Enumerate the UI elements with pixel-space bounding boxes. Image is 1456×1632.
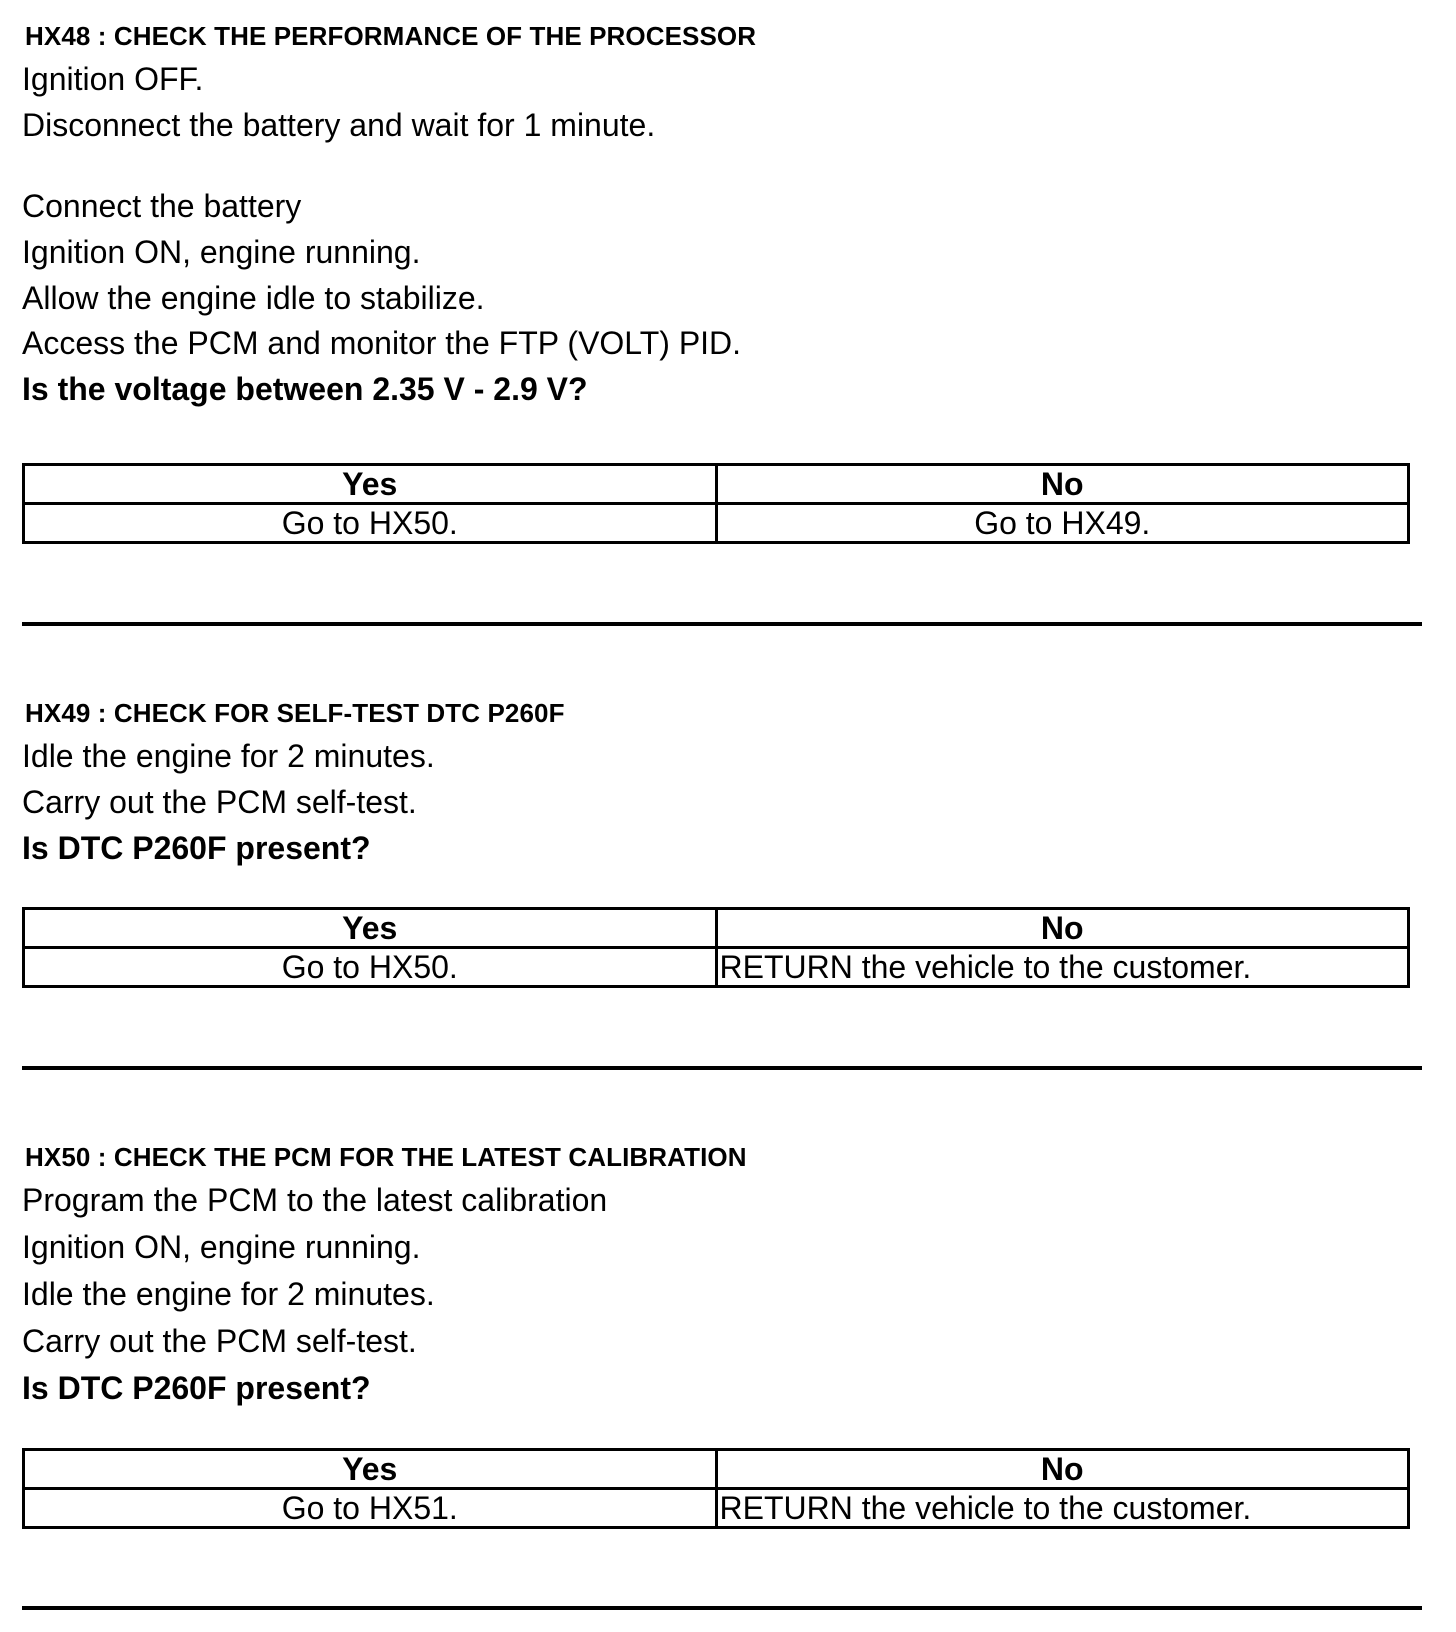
section-divider bbox=[22, 622, 1422, 626]
yes-action: Go to HX50. bbox=[24, 948, 717, 987]
answer-table-header-row bbox=[24, 909, 1409, 948]
section-heading: HX48 : CHECK THE PERFORMANCE OF THE PROCESSOR bbox=[25, 21, 757, 51]
no-action: Go to HX49. bbox=[716, 504, 1409, 543]
no-header: No bbox=[716, 1450, 1409, 1489]
question: Is DTC P260F present? bbox=[22, 1370, 371, 1406]
yes-action: Go to HX51. bbox=[24, 1489, 717, 1528]
no-action: RETURN the vehicle to the customer. bbox=[716, 1489, 1409, 1528]
answer-table-row bbox=[24, 1489, 1409, 1528]
step-line: Idle the engine for 2 minutes. bbox=[22, 1276, 435, 1312]
step-line: Connect the battery bbox=[22, 188, 302, 224]
answer-table bbox=[22, 463, 1410, 544]
step-line: Carry out the PCM self-test. bbox=[22, 1323, 417, 1359]
answer-table-header-row bbox=[24, 1450, 1409, 1489]
step-line: Access the PCM and monitor the FTP (VOLT) PID. bbox=[22, 325, 742, 361]
yes-header: Yes bbox=[24, 1450, 717, 1489]
step-line: Carry out the PCM self-test. bbox=[22, 784, 417, 820]
answer-table-header-row bbox=[24, 465, 1409, 504]
answer-table-row bbox=[24, 504, 1409, 543]
section-heading: HX49 : CHECK FOR SELF-TEST DTC P260F bbox=[25, 698, 565, 728]
section-divider bbox=[22, 1066, 1422, 1070]
answer-table-row bbox=[24, 948, 1409, 987]
question: Is the voltage between 2.35 V - 2.9 V? bbox=[22, 371, 588, 407]
step-line: Ignition ON, engine running. bbox=[22, 234, 421, 270]
step-line: Program the PCM to the latest calibration bbox=[22, 1182, 608, 1218]
question: Is DTC P260F present? bbox=[22, 830, 371, 866]
step-line: Disconnect the battery and wait for 1 minute. bbox=[22, 107, 656, 143]
yes-header: Yes bbox=[24, 909, 717, 948]
yes-action: Go to HX50. bbox=[24, 504, 717, 543]
step-line: Idle the engine for 2 minutes. bbox=[22, 738, 435, 774]
step-line: Allow the engine idle to stabilize. bbox=[22, 280, 485, 316]
answer-table bbox=[22, 1448, 1410, 1529]
section-divider bbox=[22, 1606, 1422, 1610]
step-line: Ignition ON, engine running. bbox=[22, 1229, 421, 1265]
no-header: No bbox=[716, 465, 1409, 504]
section-heading: HX50 : CHECK THE PCM FOR THE LATEST CALIBRATION bbox=[25, 1142, 747, 1172]
step-line: Ignition OFF. bbox=[22, 61, 204, 97]
no-header: No bbox=[716, 909, 1409, 948]
yes-header: Yes bbox=[24, 465, 717, 504]
answer-table bbox=[22, 907, 1410, 988]
no-action: RETURN the vehicle to the customer. bbox=[716, 948, 1409, 987]
